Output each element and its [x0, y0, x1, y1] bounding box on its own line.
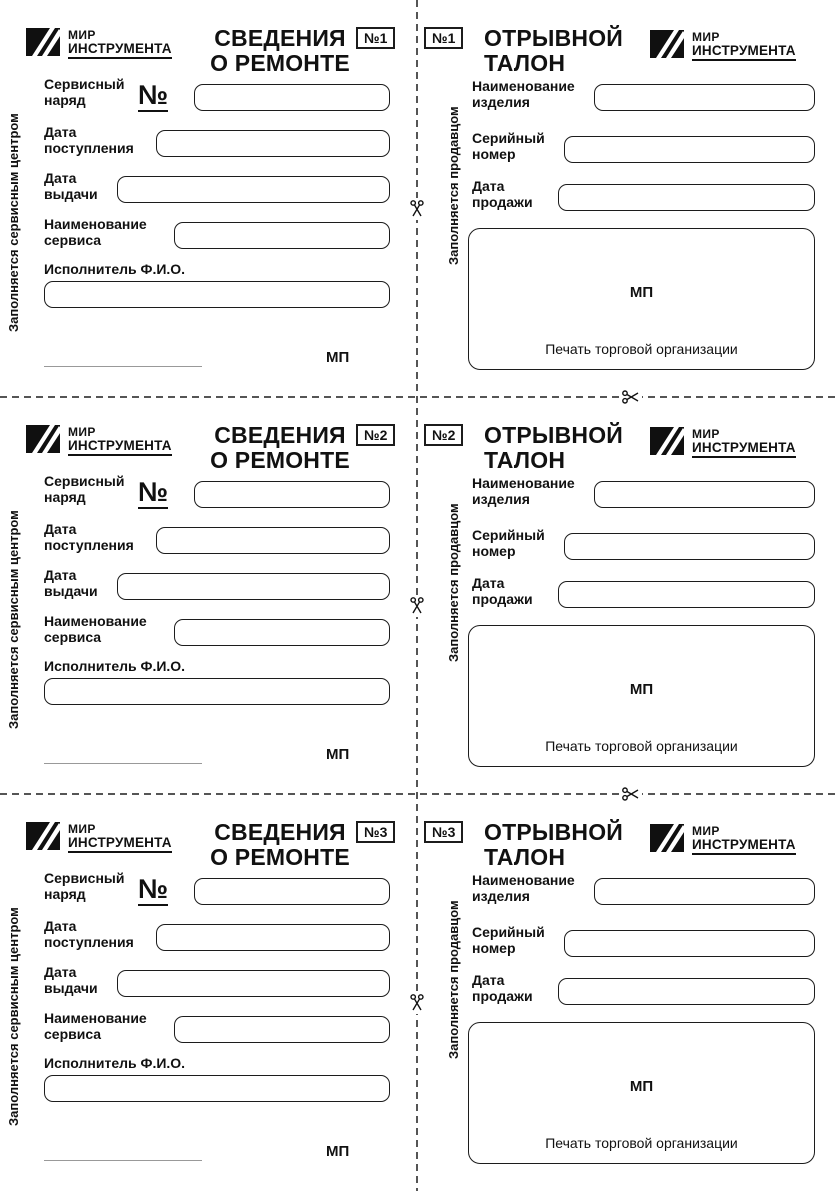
repair-title-line1: СВЕДЕНИЯ [214, 819, 346, 845]
sale-date-label [472, 972, 533, 1004]
product-name-input[interactable] [594, 481, 815, 508]
number-sign: № [138, 874, 169, 904]
coupon-title-line2: ТАЛОН [484, 844, 566, 871]
brand-name [692, 822, 796, 855]
repair-title-line1: СВЕДЕНИЯ [214, 25, 346, 51]
scissors-icon [408, 992, 426, 1014]
coupon-title-line1: ОТРЫВНОЙ [484, 422, 624, 448]
date-received-label [44, 124, 134, 156]
product-name-label-line1: Наименование [472, 475, 575, 491]
brand-logo [26, 26, 172, 59]
service-order-label-line1: Сервисный [44, 473, 125, 489]
coupon-title-line2: ТАЛОН [484, 447, 566, 474]
product-name-input[interactable] [594, 878, 815, 905]
executor-label: Исполнитель Ф.И.О. [44, 1055, 186, 1071]
executor-label: Исполнитель Ф.И.О. [44, 261, 186, 277]
date-received-label [44, 521, 134, 553]
date-issued-label-line2: выдачи [44, 583, 98, 600]
sale-date-label-line2: продажи [472, 591, 533, 608]
date-issued-label-line1: Дата [44, 170, 77, 186]
brand-name-line1: МИР [692, 824, 720, 838]
product-name-label-line1: Наименование [472, 872, 575, 888]
coupon-section [0, 794, 839, 1191]
repair-title [198, 26, 362, 77]
section-number-badge-left: №3 [356, 821, 395, 843]
signature-line [44, 1160, 202, 1161]
service-order-input[interactable] [194, 84, 390, 111]
brand-name-line2: ИНСТРУМЕНТА [692, 44, 796, 61]
brand-name [692, 28, 796, 61]
seller-stamp-box [468, 228, 815, 370]
date-issued-input[interactable] [117, 573, 390, 600]
seller-side-label: Заполняется продавцом [446, 900, 461, 1060]
date-issued-label-line1: Дата [44, 964, 77, 980]
brand-name-line1: МИР [68, 425, 96, 439]
serial-number-input[interactable] [564, 930, 815, 957]
date-received-input[interactable] [156, 527, 390, 554]
date-received-input[interactable] [156, 130, 390, 157]
section-number-badge-right: №1 [424, 27, 463, 49]
date-issued-input[interactable] [117, 970, 390, 997]
serial-number-label-line1: Серийный [472, 924, 545, 940]
service-center-side-label: Заполняется сервисным центром [6, 907, 21, 1127]
seller-stamp-label: МП [629, 1078, 654, 1095]
date-issued-label-line1: Дата [44, 567, 77, 583]
serial-number-label [472, 130, 545, 162]
product-name-label-line2: изделия [472, 491, 530, 508]
date-issued-label [44, 567, 98, 599]
brand-logo [26, 820, 172, 853]
date-issued-label-line2: выдачи [44, 980, 98, 997]
repair-title-line1: СВЕДЕНИЯ [214, 422, 346, 448]
brand-logo-icon [26, 26, 64, 58]
seller-stamp-box [468, 1022, 815, 1164]
coupon-title-line1: ОТРЫВНОЙ [484, 819, 624, 845]
brand-name-line2: ИНСТРУМЕНТА [68, 836, 172, 853]
brand-logo [650, 28, 796, 61]
brand-name-line1: МИР [692, 427, 720, 441]
service-name-label [44, 1010, 147, 1042]
date-received-label-line1: Дата [44, 521, 77, 537]
service-order-label-line1: Сервисный [44, 76, 125, 92]
brand-logo [650, 425, 796, 458]
sale-date-label-line1: Дата [472, 575, 505, 591]
serial-number-label-line2: номер [472, 543, 516, 560]
product-name-label [472, 475, 575, 507]
product-name-label-line1: Наименование [472, 78, 575, 94]
brand-name-line2: ИНСТРУМЕНТА [692, 441, 796, 458]
sale-date-input[interactable] [558, 184, 815, 211]
service-name-label-line1: Наименование [44, 613, 147, 629]
service-order-label [44, 870, 124, 902]
repair-stamp-label: МП [326, 1143, 350, 1160]
scissors-icon [620, 785, 642, 803]
brand-name-line1: МИР [68, 822, 96, 836]
sale-date-label-line1: Дата [472, 178, 505, 194]
repair-stamp-label: МП [326, 746, 350, 763]
date-issued-label [44, 964, 98, 996]
service-name-label-line1: Наименование [44, 216, 147, 232]
serial-number-input[interactable] [564, 533, 815, 560]
service-name-label [44, 216, 147, 248]
service-order-input[interactable] [194, 878, 390, 905]
serial-number-label-line2: номер [472, 940, 516, 957]
seller-side-label: Заполняется продавцом [446, 106, 461, 266]
product-name-label-line2: изделия [472, 94, 530, 111]
seller-side-label: Заполняется продавцом [446, 503, 461, 663]
date-issued-label-line2: выдачи [44, 186, 98, 203]
brand-name-line2: ИНСТРУМЕНТА [68, 42, 172, 59]
signature-line [44, 366, 202, 367]
date-issued-input[interactable] [117, 176, 390, 203]
executor-input[interactable] [44, 281, 390, 308]
service-name-label [44, 613, 147, 645]
sale-date-label [472, 178, 533, 210]
serial-number-label-line2: номер [472, 146, 516, 163]
seller-stamp-label: МП [629, 284, 654, 301]
date-received-label [44, 918, 134, 950]
sale-date-input[interactable] [558, 978, 815, 1005]
service-center-side-label: Заполняется сервисным центром [6, 113, 21, 333]
executor-input[interactable] [44, 678, 390, 705]
service-name-input[interactable] [174, 619, 390, 646]
scissors-icon [408, 595, 426, 617]
service-order-label-line2: наряд [44, 886, 86, 903]
service-order-label [44, 76, 124, 108]
repair-title [198, 423, 362, 474]
serial-number-label [472, 527, 545, 559]
executor-label: Исполнитель Ф.И.О. [44, 658, 186, 674]
brand-logo-icon [650, 822, 688, 854]
brand-logo-icon [26, 820, 64, 852]
date-received-label-line2: поступления [44, 537, 134, 554]
service-name-label-line1: Наименование [44, 1010, 147, 1026]
stamp-caption: Печать торговой организации [545, 341, 738, 357]
number-sign: № [138, 80, 169, 110]
brand-name [68, 423, 172, 456]
executor-input[interactable] [44, 1075, 390, 1102]
service-order-label-line2: наряд [44, 489, 86, 506]
product-name-label [472, 872, 575, 904]
coupon-title [484, 820, 623, 871]
brand-name-line2: ИНСТРУМЕНТА [68, 439, 172, 456]
coupon-title [484, 423, 623, 474]
serial-number-label-line1: Серийный [472, 130, 545, 146]
date-issued-label [44, 170, 98, 202]
sale-date-label-line2: продажи [472, 988, 533, 1005]
brand-name-line2: ИНСТРУМЕНТА [692, 838, 796, 855]
date-received-label-line2: поступления [44, 140, 134, 157]
coupon-section [0, 397, 839, 794]
section-number-badge-left: №1 [356, 27, 395, 49]
service-center-side-label: Заполняется сервисным центром [6, 510, 21, 730]
service-order-label-line1: Сервисный [44, 870, 125, 886]
section-number-badge-right: №3 [424, 821, 463, 843]
brand-logo [650, 822, 796, 855]
product-name-label-line2: изделия [472, 888, 530, 905]
repair-title [198, 820, 362, 871]
product-name-label [472, 78, 575, 110]
signature-line [44, 763, 202, 764]
brand-name-line1: МИР [68, 28, 96, 42]
stamp-caption: Печать торговой организации [545, 1135, 738, 1151]
date-received-label-line1: Дата [44, 918, 77, 934]
section-number-badge-left: №2 [356, 424, 395, 446]
section-number-badge-right: №2 [424, 424, 463, 446]
brand-logo [26, 423, 172, 456]
brand-name [68, 26, 172, 59]
brand-name [68, 820, 172, 853]
service-name-label-line2: сервиса [44, 1026, 102, 1043]
brand-name [692, 425, 796, 458]
service-order-label [44, 473, 124, 505]
serial-number-input[interactable] [564, 136, 815, 163]
brand-name-line1: МИР [692, 30, 720, 44]
horizontal-cut-line [0, 793, 839, 795]
horizontal-cut-line [0, 396, 839, 398]
service-order-label-line2: наряд [44, 92, 86, 109]
seller-stamp-label: МП [629, 681, 654, 698]
scissors-icon [408, 198, 426, 220]
brand-logo-icon [26, 423, 64, 455]
seller-stamp-box [468, 625, 815, 767]
number-sign: № [138, 477, 169, 507]
repair-title-line2: О РЕМОНТЕ [210, 50, 350, 77]
service-order-input[interactable] [194, 481, 390, 508]
coupon-section [0, 0, 839, 397]
date-received-input[interactable] [156, 924, 390, 951]
sale-date-input[interactable] [558, 581, 815, 608]
brand-logo-icon [650, 425, 688, 457]
coupon-title-line2: ТАЛОН [484, 50, 566, 77]
date-received-label-line2: поступления [44, 934, 134, 951]
product-name-input[interactable] [594, 84, 815, 111]
date-received-label-line1: Дата [44, 124, 77, 140]
serial-number-label-line1: Серийный [472, 527, 545, 543]
sale-date-label-line1: Дата [472, 972, 505, 988]
sale-date-label-line2: продажи [472, 194, 533, 211]
repair-stamp-label: МП [326, 349, 350, 366]
repair-title-line2: О РЕМОНТЕ [210, 844, 350, 871]
scissors-icon [620, 388, 642, 406]
coupon-title [484, 26, 623, 77]
coupon-title-line1: ОТРЫВНОЙ [484, 25, 624, 51]
serial-number-label [472, 924, 545, 956]
sale-date-label [472, 575, 533, 607]
service-name-label-line2: сервиса [44, 232, 102, 249]
service-name-input[interactable] [174, 1016, 390, 1043]
service-name-input[interactable] [174, 222, 390, 249]
brand-logo-icon [650, 28, 688, 60]
repair-title-line2: О РЕМОНТЕ [210, 447, 350, 474]
stamp-caption: Печать торговой организации [545, 738, 738, 754]
service-name-label-line2: сервиса [44, 629, 102, 646]
